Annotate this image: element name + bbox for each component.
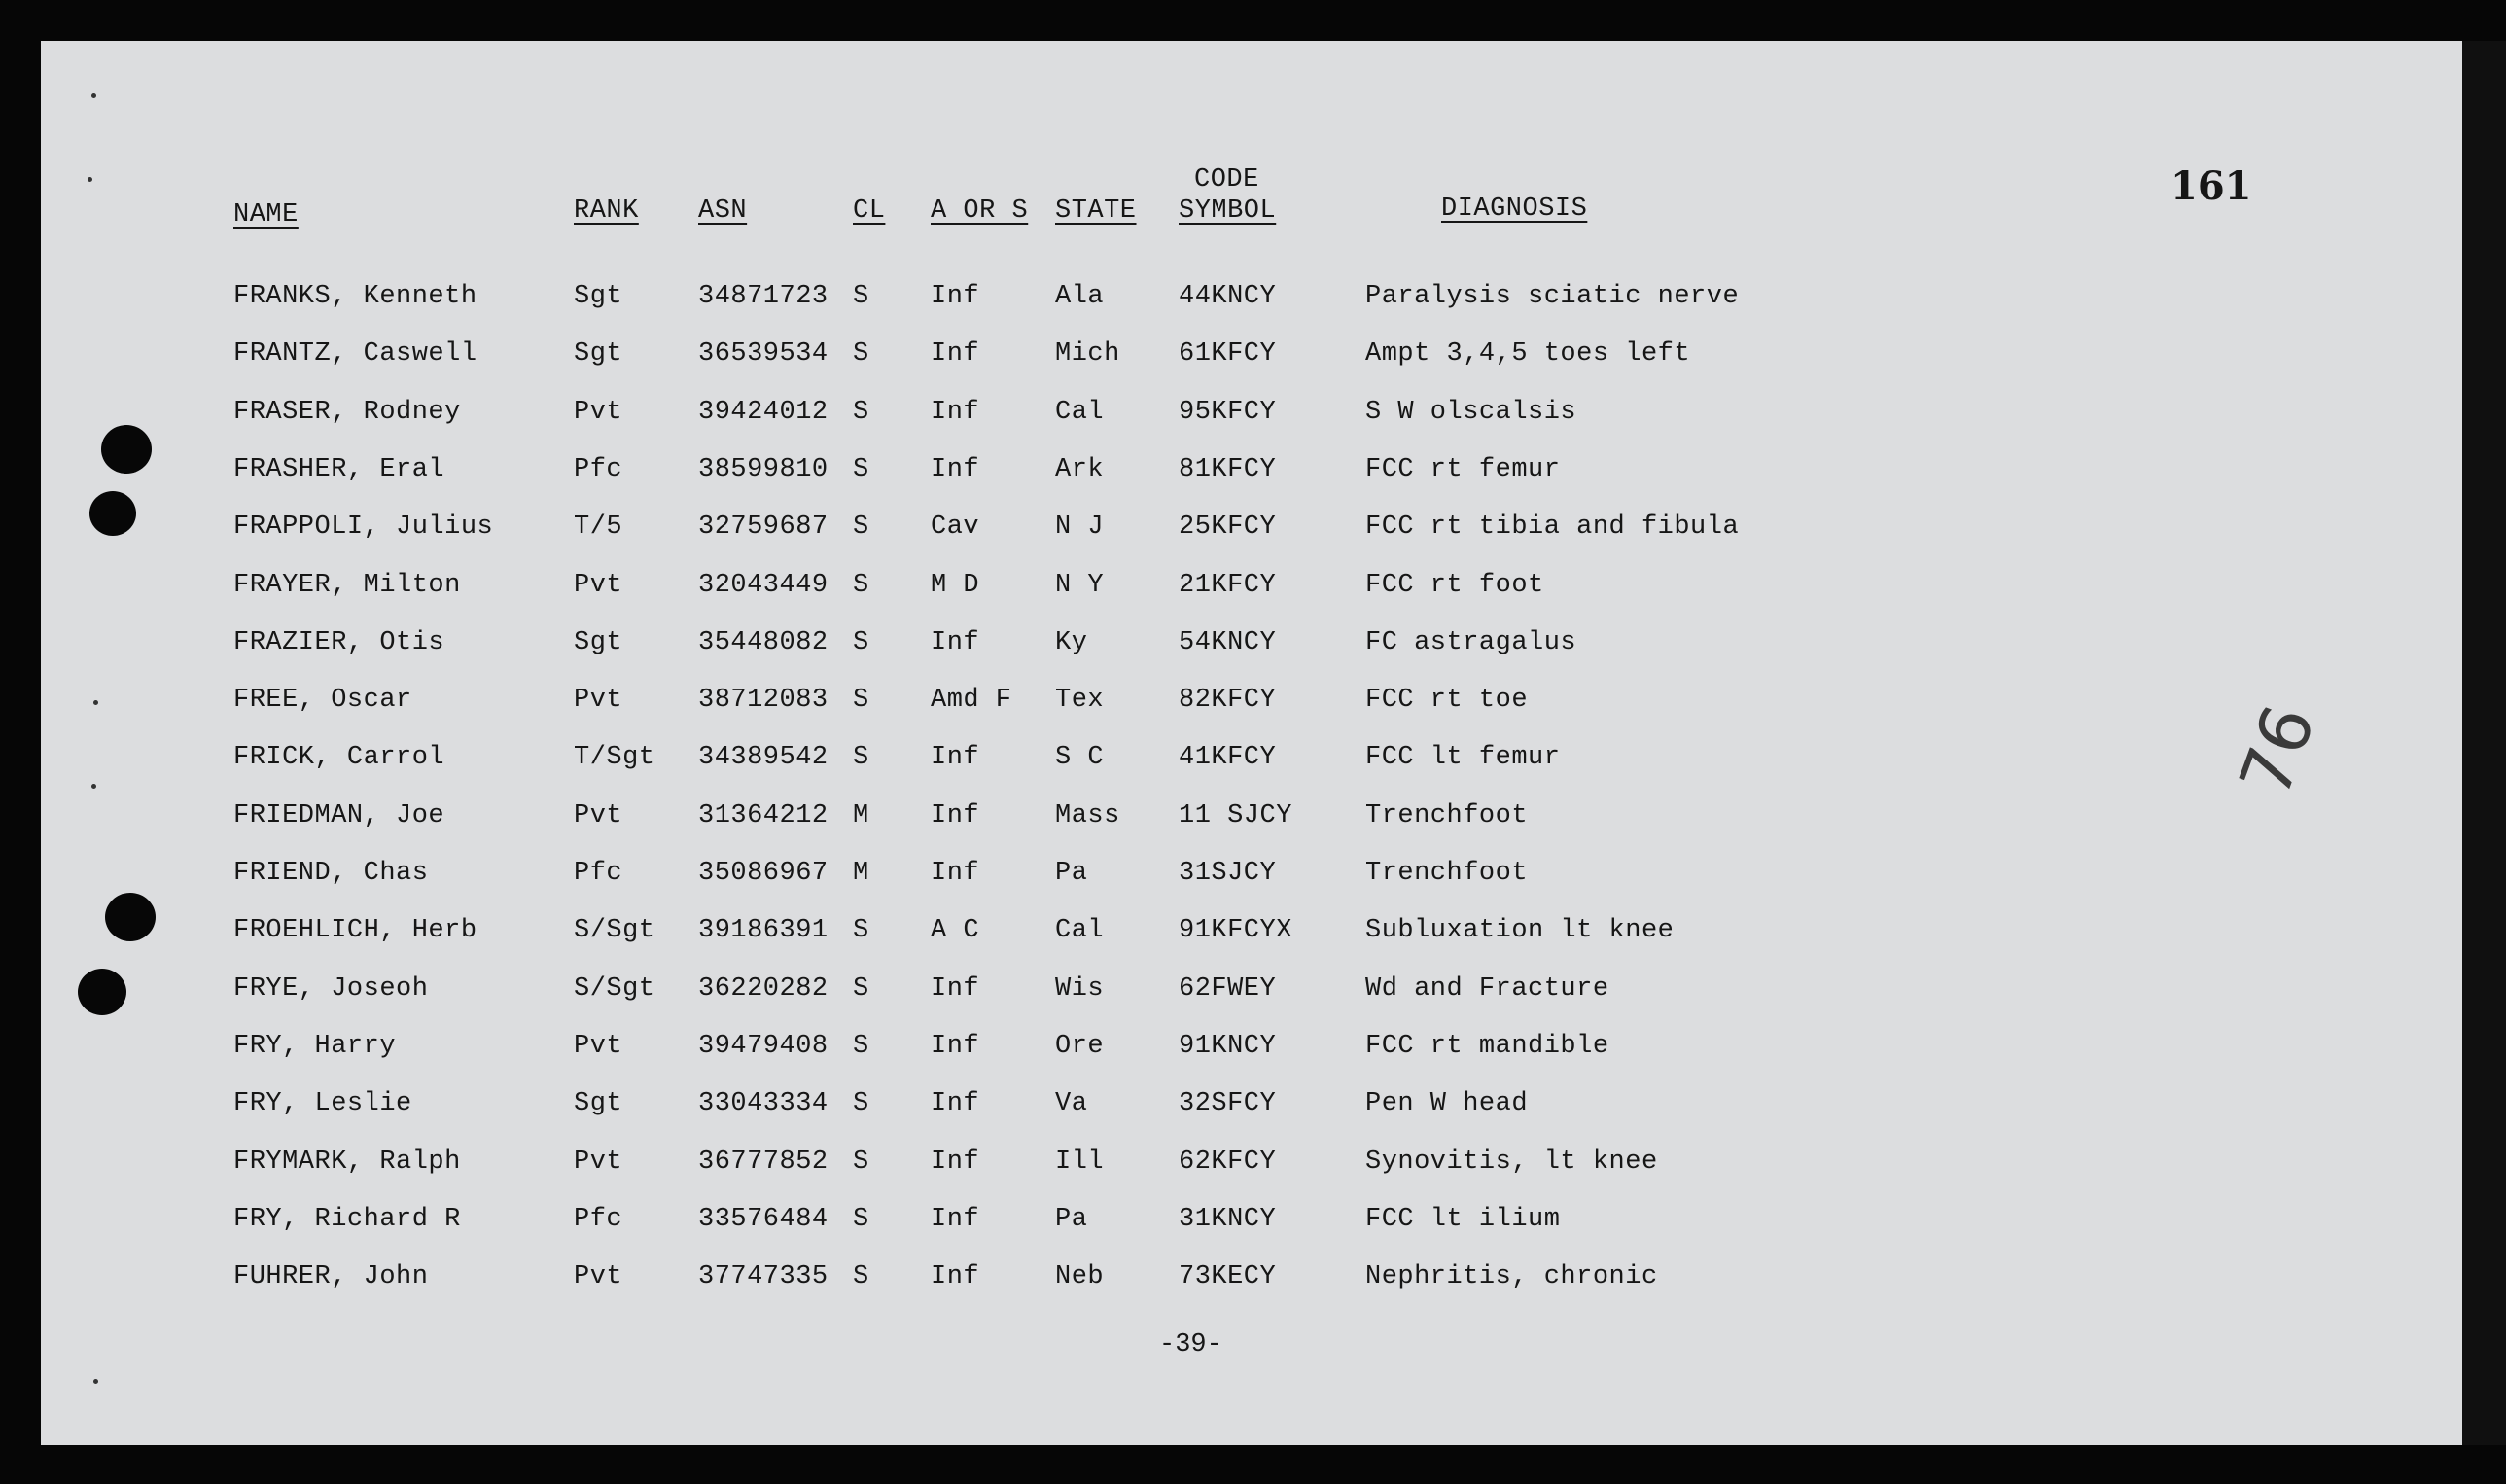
record-state: N Y	[1055, 570, 1105, 600]
record-code: 44KNCY	[1179, 282, 1277, 311]
record-name: FRICK, Carrol	[233, 743, 445, 773]
record-cl: S	[853, 512, 869, 543]
record-code: 95KFCY	[1179, 397, 1277, 427]
record-rank: Pfc	[574, 859, 623, 888]
record-name: FRASHER, Eral	[233, 454, 445, 484]
record-asn: 39186391	[698, 916, 829, 946]
record-rank: T/Sgt	[574, 743, 655, 773]
record-rank: Pvt	[574, 570, 623, 600]
record-rank: Sgt	[574, 339, 623, 370]
record-state: Ala	[1055, 282, 1105, 311]
film-border	[2462, 41, 2506, 1445]
speck	[93, 700, 98, 705]
record-name: FRIEDMAN, Joe	[233, 800, 445, 830]
record-cl: S	[853, 686, 869, 716]
record-cl: S	[853, 339, 869, 370]
record-state: Cal	[1055, 397, 1105, 427]
header-state: STATE	[1055, 196, 1137, 226]
record-name: FRY, Harry	[233, 1031, 397, 1061]
record-diagnosis: FCC rt femur	[1365, 454, 1561, 484]
record-asn: 36220282	[698, 973, 829, 1004]
record-cl: M	[853, 800, 869, 830]
record-asn: 38599810	[698, 454, 829, 484]
record-diagnosis: Synovitis, lt knee	[1365, 1147, 1658, 1177]
record-asn: 34389542	[698, 743, 829, 773]
record-rank: Pfc	[574, 1204, 623, 1234]
record-diagnosis: Trenchfoot	[1365, 859, 1529, 888]
record-name: FRYMARK, Ralph	[233, 1147, 461, 1177]
header-cl: CL	[853, 196, 886, 226]
header-symbol: SYMBOL	[1179, 196, 1277, 226]
record-code: 91KNCY	[1179, 1031, 1277, 1061]
header-a-or-s: A OR S	[931, 196, 1029, 226]
punch-hole	[78, 969, 126, 1015]
record-name: FRASER, Rodney	[233, 397, 461, 427]
record-a-or-s: Inf	[931, 800, 980, 830]
record-code: 73KECY	[1179, 1262, 1277, 1292]
record-diagnosis: Paralysis sciatic nerve	[1365, 282, 1740, 311]
record-state: S C	[1055, 743, 1105, 773]
record-name: FRAZIER, Otis	[233, 627, 445, 657]
record-code: 25KFCY	[1179, 512, 1277, 543]
record-a-or-s: Inf	[931, 1089, 980, 1119]
header-diagnosis: DIAGNOSIS	[1441, 194, 1588, 224]
speck	[88, 177, 92, 182]
record-a-or-s: M D	[931, 570, 980, 600]
record-a-or-s: Inf	[931, 454, 980, 484]
record-rank: T/5	[574, 512, 623, 543]
record-code: 91KFCYX	[1179, 916, 1292, 946]
record-asn: 34871723	[698, 282, 829, 311]
record-state: Ore	[1055, 1031, 1105, 1061]
record-a-or-s: Inf	[931, 973, 980, 1004]
punch-hole	[101, 425, 152, 474]
record-diagnosis: Nephritis, chronic	[1365, 1262, 1658, 1292]
record-name: FUHRER, John	[233, 1262, 429, 1292]
record-diagnosis: Ampt 3,4,5 toes left	[1365, 339, 1691, 370]
record-asn: 36539534	[698, 339, 829, 370]
record-state: Mich	[1055, 339, 1120, 370]
record-state: Cal	[1055, 916, 1105, 946]
record-state: Va	[1055, 1089, 1088, 1119]
record-code: 41KFCY	[1179, 743, 1277, 773]
punch-hole	[105, 893, 156, 941]
record-rank: Pvt	[574, 1031, 623, 1061]
record-diagnosis: Pen W head	[1365, 1089, 1529, 1119]
record-cl: S	[853, 1204, 869, 1234]
record-code: 31SJCY	[1179, 859, 1277, 888]
record-a-or-s: Inf	[931, 1204, 980, 1234]
record-a-or-s: Inf	[931, 282, 980, 311]
record-rank: Pfc	[574, 454, 623, 484]
record-a-or-s: Inf	[931, 397, 980, 427]
record-code: 21KFCY	[1179, 570, 1277, 600]
record-state: N J	[1055, 512, 1105, 543]
record-name: FRANTZ, Caswell	[233, 339, 477, 370]
record-cl: M	[853, 859, 869, 888]
record-name: FRAPPOLI, Julius	[233, 512, 494, 543]
record-diagnosis: FCC lt ilium	[1365, 1204, 1561, 1234]
header-name: NAME	[233, 200, 299, 230]
record-cl: S	[853, 454, 869, 484]
record-asn: 39479408	[698, 1031, 829, 1061]
record-a-or-s: Inf	[931, 1031, 980, 1061]
speck	[91, 784, 96, 789]
record-rank: Pvt	[574, 1147, 623, 1177]
header-code: CODE	[1194, 165, 1259, 194]
record-diagnosis: FCC rt tibia and fibula	[1365, 512, 1740, 543]
record-diagnosis: FCC rt mandible	[1365, 1031, 1609, 1061]
handwritten-mark: 76	[2223, 694, 2331, 807]
record-rank: Sgt	[574, 282, 623, 311]
record-rank: Sgt	[574, 627, 623, 657]
record-code: 62KFCY	[1179, 1147, 1277, 1177]
record-name: FROEHLICH, Herb	[233, 916, 477, 946]
record-a-or-s: Cav	[931, 512, 980, 543]
record-cl: S	[853, 1147, 869, 1177]
record-cl: S	[853, 1089, 869, 1119]
record-a-or-s: Inf	[931, 1147, 980, 1177]
page-number: 161	[2171, 163, 2252, 209]
record-state: Wis	[1055, 973, 1105, 1004]
record-a-or-s: Inf	[931, 1262, 980, 1292]
record-name: FRYE, Joseoh	[233, 973, 429, 1004]
record-diagnosis: S W olscalsis	[1365, 397, 1577, 427]
record-state: Ky	[1055, 627, 1088, 657]
record-rank: S/Sgt	[574, 973, 655, 1004]
record-rank: Sgt	[574, 1089, 623, 1119]
record-a-or-s: Inf	[931, 339, 980, 370]
record-a-or-s: Inf	[931, 627, 980, 657]
record-code: 11 SJCY	[1179, 800, 1292, 830]
record-asn: 32759687	[698, 512, 829, 543]
record-code: 54KNCY	[1179, 627, 1277, 657]
record-asn: 33576484	[698, 1204, 829, 1234]
record-code: 31KNCY	[1179, 1204, 1277, 1234]
record-state: Pa	[1055, 1204, 1088, 1234]
record-cl: S	[853, 397, 869, 427]
record-cl: S	[853, 743, 869, 773]
record-name: FREE, Oscar	[233, 686, 412, 716]
record-cl: S	[853, 916, 869, 946]
header-rank: RANK	[574, 196, 639, 226]
record-asn: 39424012	[698, 397, 829, 427]
record-asn: 32043449	[698, 570, 829, 600]
record-diagnosis: Wd and Fracture	[1365, 973, 1609, 1004]
header-asn: ASN	[698, 196, 748, 226]
page-footer: -39-	[1159, 1330, 1222, 1360]
record-name: FRIEND, Chas	[233, 859, 429, 888]
record-code: 61KFCY	[1179, 339, 1277, 370]
record-diagnosis: Subluxation lt knee	[1365, 916, 1675, 946]
record-code: 32SFCY	[1179, 1089, 1277, 1119]
record-state: Pa	[1055, 859, 1088, 888]
record-code: 62FWEY	[1179, 973, 1277, 1004]
record-cl: S	[853, 1262, 869, 1292]
record-code: 82KFCY	[1179, 686, 1277, 716]
record-name: FRANKS, Kenneth	[233, 282, 477, 311]
record-name: FRAYER, Milton	[233, 570, 461, 600]
record-a-or-s: Inf	[931, 859, 980, 888]
record-asn: 38712083	[698, 686, 829, 716]
record-state: Mass	[1055, 800, 1120, 830]
record-asn: 37747335	[698, 1262, 829, 1292]
record-asn: 36777852	[698, 1147, 829, 1177]
record-diagnosis: Trenchfoot	[1365, 800, 1529, 830]
speck	[91, 93, 96, 98]
record-a-or-s: A C	[931, 916, 980, 946]
record-diagnosis: FCC rt toe	[1365, 686, 1529, 716]
record-diagnosis: FCC lt femur	[1365, 743, 1561, 773]
record-name: FRY, Leslie	[233, 1089, 412, 1119]
record-name: FRY, Richard R	[233, 1204, 461, 1234]
record-diagnosis: FC astragalus	[1365, 627, 1577, 657]
record-cl: S	[853, 570, 869, 600]
record-a-or-s: Amd F	[931, 686, 1012, 716]
record-cl: S	[853, 282, 869, 311]
record-asn: 31364212	[698, 800, 829, 830]
record-a-or-s: Inf	[931, 743, 980, 773]
record-cl: S	[853, 973, 869, 1004]
record-code: 81KFCY	[1179, 454, 1277, 484]
record-asn: 33043334	[698, 1089, 829, 1119]
record-rank: Pvt	[574, 686, 623, 716]
record-cl: S	[853, 627, 869, 657]
punch-hole	[89, 491, 136, 536]
record-state: Neb	[1055, 1262, 1105, 1292]
record-state: Tex	[1055, 686, 1105, 716]
record-rank: Pvt	[574, 800, 623, 830]
speck	[93, 1379, 98, 1384]
record-rank: Pvt	[574, 397, 623, 427]
record-cl: S	[853, 1031, 869, 1061]
record-state: Ark	[1055, 454, 1105, 484]
record-asn: 35448082	[698, 627, 829, 657]
record-asn: 35086967	[698, 859, 829, 888]
record-rank: S/Sgt	[574, 916, 655, 946]
record-diagnosis: FCC rt foot	[1365, 570, 1544, 600]
record-state: Ill	[1055, 1147, 1105, 1177]
record-rank: Pvt	[574, 1262, 623, 1292]
